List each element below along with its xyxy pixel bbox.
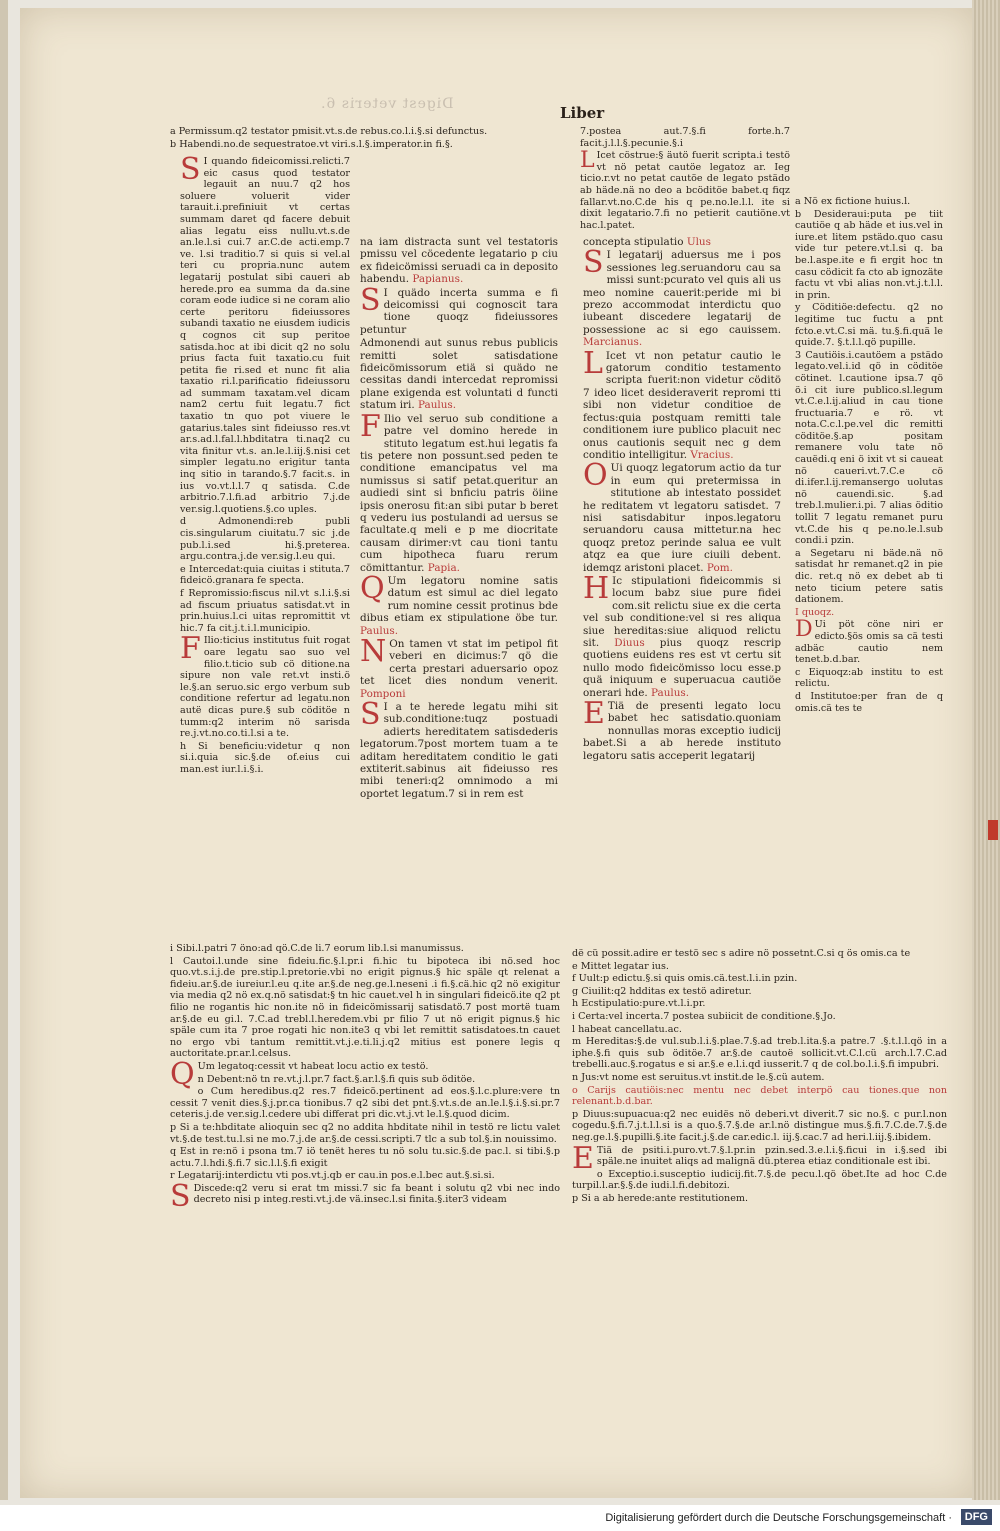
text-paragraph: I a te herede legatu mihi sit sub.conditione:tuqz postuadi adierts hereditatem satisdederis legatorum.7post mortem tuam a te aditam hereditatem conditio le gati extiterit.sabinus ait fideiusso res mibi teneri:q2 omnimodo a mi oportet legatum.7 si in rem est <box>360 701 558 800</box>
gloss-line: q Est in re:nö i psona tm.7 iö tenët heres tu nö solu tu.sic.§.de pac.l. si tibi.§.p actu.7.l.hdi.§.fi.7 sic.l.l.§.fi exigit <box>170 1146 560 1169</box>
text-column-center-right <box>580 126 790 232</box>
gloss-block-left <box>180 152 350 776</box>
rubric-initial: E <box>572 1140 594 1176</box>
gloss-line: b Habendi.no.de sequestratoe.vt viri.s.l.§.imperator.in fi.§. <box>170 138 453 150</box>
gloss-bottom-left <box>170 943 560 1214</box>
gloss-line: Discede:q2 veru si erat tm missi.7 sic fa beant i solutu q2 vbi nec indo decreto nisi p integ.resti.vt.j.de vä.insec.l.si finita.§.iter3 videam <box>193 1182 560 1206</box>
jurist-tag: Diuus <box>614 637 645 649</box>
book-page-edge-left <box>0 0 8 1500</box>
gloss-line: o Carijs cautiöis:nec mentu nec debet interpö cau tiones.que non relenant.b.d.bar. <box>572 1084 947 1108</box>
rubric-initial: F <box>180 631 201 667</box>
jurist-tag: Pomponi <box>360 687 406 700</box>
gloss-line: dë cü possit.adire er testö sec s adire nö possetnt.C.si q ös omis.ca te <box>572 948 911 959</box>
gloss-line: i Certa:vel incerta.7 postea subiicit de conditione.§.Jo. <box>572 1010 836 1022</box>
text-column-center-right-main <box>583 236 781 763</box>
gloss-note: 3 Cautiöis.i.cautöem a pstädo legato.vel.i.id qö in cöditöe cötinet. l.cautione ipsa.7 qö ö.i cit iure publico.sl.legum vt.C.e.l.ij.aliud in cau tione fructuaria.7 e rö. vt nota.C.c.l.pe.vel dic remitti cöditöe.§.ap positam remanere volu tate nö cauëdi.q eni ö ixit vt si caueat nö caueri.vt.7.C.e cö di.ifer.l.ij.remansergo uolutas nö cauendi.sic. §.ad treb.l.mulier.i.pi. 7 alias öditio tollit 7 legatu remanet puru vt.C.de his q pe.no.le.l.sub condi.i pzin. <box>795 349 943 547</box>
gloss-line: h Ecstipulatio:pure.vt.l.i.pr. <box>572 998 706 1010</box>
rubric-initial: H <box>583 570 610 606</box>
gloss-line: n Jus:vt nome est seruitus.vt instit.de le.§.cü autem. <box>572 1071 825 1083</box>
gloss-paragraph: h Si beneficiu:videtur q non si.i.quia sic.§.de of.eius cui man.est iur.l.i.§.i. <box>180 740 350 775</box>
jurist-tag: Marcianus. <box>583 336 643 349</box>
rubric-initial: S <box>583 245 604 281</box>
gloss-line: e Mittet legatar ius. <box>572 960 669 972</box>
gloss-note: Ui pöt cöne niri er edicto.§ös omis sa cä testi adbäc cautio nem tenet.b.d.bar. <box>795 619 943 666</box>
jurist-tag: Pom. <box>706 561 733 574</box>
gloss-column-right <box>795 196 943 715</box>
jurist-tag: Papianus. <box>412 273 464 286</box>
text-paragraph: Admonendi aut sunus rebus publicis remitti solet satisdatione fideicömissorum etiä si quädo ne cessitas dandi intercedat repromissi plane exigenda est voluntati d functi statum iri. <box>360 337 558 412</box>
text-paragraph: pius quoqz rescrip quotiens euidens res est vt certu sit nullo modo fideicömisso locu esse.p quä iniquum e superuacua cautiöe onerari hde. <box>583 637 781 699</box>
rubric-initial: E <box>583 696 605 732</box>
jurist-tag: Paulus. <box>650 686 690 699</box>
book-page-edge-right <box>972 0 1000 1500</box>
gloss-note: y Cöditiöe:defectu. q2 no legitime tuc fuctu a pnt fcto.e.vt.C.si mä. tu.§.fi.quä le quide.7. §.t.l.l.qö pupille. <box>795 302 943 349</box>
gloss-line: p Si a ab herede:ante restitutionem. <box>572 1192 749 1204</box>
gloss-line: a Permissum.q2 testator pmisit.vt.s.de rebus.co.l.i.§.si defunctus. <box>170 126 488 137</box>
gloss-line: 7.postea aut.7.§.fi forte.h.7 facit.j.l.l.§.pecunie.§.i <box>580 126 790 149</box>
funding-notice: Digitalisierung gefördert durch die Deutsche Forschungsgemeinschaft · <box>605 1512 952 1524</box>
rubric-initial: S <box>180 152 201 187</box>
text-paragraph: Icet vt non petatur cautio le gatorum conditio testamento scripta fuerit:non videtur cöditö 7 ideo licet desideraverit repromi tti sibi non videtur conditioe de fectus:quia postquam remitti tale conditionem iure publico placuit nec onus cautionis sequit nec g dem conditio intelligitur. <box>583 349 781 461</box>
gloss-paragraph: d Admonendi:reb publi cis.singularum ciuitatu.7 sic j.de pub.l.i.sed hi.§.preterea. argu.contra.j.de ver.sig.l.eu qui. <box>180 516 350 563</box>
rubric-initial: N <box>360 634 387 669</box>
gloss-paragraph: Icet cöstrue:§ äutö fuerit scripta.i testö vt nö petat cautöe legatoz ar. Ieg ticio.r.vt no petat cautöe de legato pstädo ab häde.nä no deo a bcöditöe babet.q fiqz fallar.vt.no.C.de his q pe.no.le.l.l. ite si dixit legatario.7.fi no petierit cautiöne.vt hac.l.patet. <box>580 150 790 231</box>
gloss-line: Um legatoq:cessit vt habeat locu actio ex testö. <box>197 1060 429 1072</box>
gloss-line: n Debent:nö tn re.vt.j.l.pr.7 fact.§.ar.l.§.fi quis sub öditöe. <box>197 1073 476 1085</box>
jurist-tag: Ulus <box>686 236 711 248</box>
gloss-line: i Sibi.l.patri 7 öno:ad qö.C.de li.7 eorum lib.l.si manumissus. <box>170 943 464 954</box>
rubric-initial: S <box>170 1178 191 1214</box>
rubric-initial: S <box>360 282 381 318</box>
gloss-line: o Cum heredibus.q2 res.7 fideicö.pertinent ad eos.§.l.c.plure:vere tn cessit 7 venit dies.§.j.pr.ca tionibus.7 q2 sibi det pnt.§.vt.s.de an.le.l.§.i.§.si.pr.7 ceteris.j.de ver.sig.l.cedere ubi differat pri dic.vt.j.vt le.l.§.quod dicim. <box>170 1086 560 1121</box>
rubric-initial: F <box>360 408 381 444</box>
gloss-line: r Legatarij:interdictu vti pos.vt.j.qb er cau.in pos.e.l.bec aut.§.si.si. <box>170 1170 495 1182</box>
dfg-logo[interactable]: DFG <box>961 1509 992 1525</box>
gloss-line: p Si a te:hbditate alioquin sec q2 no addita hbditate nihil in testö re lictu valet vt.§.de test.tu.l.si ne mo.7.j.de ar.§.de cessi.scripti.7 tlc a sub tol.§.in nouissimo. <box>170 1121 560 1145</box>
text-column-center-left <box>360 236 558 801</box>
text-paragraph: Um legatoru nomine satis datum est simul ac diel legato rum nomine cessit protinus bde dibus etiam ex stipulatione öbe tur. <box>360 574 558 625</box>
gloss-note: a Segetaru ni bäde.nä nö satisdat hr remanet.q2 in pie dic. ret.q nö ex debet ab ti neto ticium petere satis dationem. <box>795 547 943 606</box>
gloss-line: p Diuus:supuacua:q2 nec euidës nö deberi.vt diverit.7 sic no.§. c pur.l.non cogedu.§.fi.7.j.t.l.l.si is a quo.§.7.§.de ar.l.nö distingue mus.§.fi.7.C.de.7.§.de neg.ge.l.§.pupilli.§.ite facit.j.§.de car.edic.l. iij.§.cac.7 ad heri.l.iij.§.ibidem. <box>572 1108 947 1143</box>
text-paragraph: Ic stipulationi fideicommis si locum babz siue pure fidei com.sit relictu siue ex die certa vel sub conditione:vel si res aliqua siue hereditas:siue aliquod relictu sit. <box>583 574 781 649</box>
text-paragraph: Ilio vel seruo sub conditione a patre vel domino herede in stituto legatum est.hui legatis fa tis petere non possunt.sed peden te conditione emancipatus vel ma numissus si satif petat.queritur an audiedi sint si bnficiu patris öiine ipsis onerosu fit:an sibi putar b beret q vederu ius postulandi ad uersus se facultate.q meli e p me diocritate causam dirimer:vt cau tioni tantu cum hipotheca fuaru rerum cömittantur. <box>360 412 558 574</box>
gloss-line: l habeat cancellatu.ac. <box>572 1023 682 1035</box>
rubric-initial: S <box>360 697 381 733</box>
gloss-line: o Exceptio.i.susceptio iudicij.fit.7.§.de pecu.l.qö öbet.Ite ad hoc C.de turpil.l.ar.§.§.de iudi.l.fi.debitozi. <box>572 1168 947 1192</box>
jurist-tag: Papia. <box>427 561 460 574</box>
text-paragraph: I quädo incerta summa e fi deicomissi qui cognoscit tara tione quoqz fideiussores petuntur <box>360 286 558 336</box>
rubric-initial: Q <box>360 570 385 606</box>
jurist-tag: Vracius. <box>690 448 734 461</box>
gloss-note: c Eiquoqz:ab institu to est relictu. <box>795 666 943 690</box>
rubric-initial: L <box>583 345 603 381</box>
text-paragraph: I legatarij aduersus me i pos sessiones leg.seruandoru cau sa missi sunt:pcurato vel quis ali us meo nomine cauerit:peride mi bi prezo accommodat interdictu quo iubeant discedere legatarij de possessione ac si ego cauissem. <box>583 249 781 336</box>
gloss-note: a Nö ex fictione huius.l. <box>795 196 911 207</box>
gloss-column-left <box>170 126 550 151</box>
gloss-paragraph: e Intercedat:quia ciuitas i stituta.7 fideicö.granara fe specta. <box>180 563 350 587</box>
gloss-note: b Desideraui:puta pe tiit cautiöe q ab häde et ius.vel in iure.et litem pstädo.quo casu vide tur petere.vt.l.si q. ba be.l.aspe.ite e fi ergit hoc tn casu cödicit fa cto ab ignozäte factu vt vbi alias non.vt.j.t.l.l. in prin. <box>795 208 943 301</box>
text-paragraph: Ui quoqz legatorum actio da tur in eum qui pretermissa in stitutione ab intestato possidet he reditatem vt legatoru satisdet. 7 nisi satisdabitur inpos.legatoru seruandoru causa mittetur.na hec quoqz pretoz perinde salua ee vult atqz ea que iure ciuili debent. idemqz aristoni placet. <box>583 462 781 574</box>
manuscript-page <box>20 8 981 1498</box>
gloss-line: Tiä de psiti.i.puro.vt.7.§.l.pr.in pzin.sed.3.e.l.i.§.ficui in i.§.sed ibi späle.ne inuitet aliqs ad malignä dü.pterea etiaz conditionale est ibi. <box>596 1144 947 1168</box>
gloss-note: d Institutoe:per fran de q omis.cä tes te <box>795 690 943 714</box>
gloss-line: m Hereditas:§.de vul.sub.l.i.§.plae.7.§.ad treb.l.ita.§.a patre.7 .§.t.l.l.qö in a iphe.§.fi quis sub öditöe.7 ar.§.de cautoë sollicit.vt.C.l.cü arch.l.7.C.ad trebelli.auc.§.rogatus e si ar.§.e e.l.i.qd iusserit.7 q de col.bo.l.i.§.fi impubri. <box>572 1036 947 1071</box>
gloss-line: f Uult:p edictu.§.si quis omis.cä.test.l.i.in pzin. <box>572 973 798 985</box>
text-paragraph: concepta stipulatio <box>583 236 684 248</box>
text-paragraph: na iam distracta sunt vel testatoris pmissu vel cöcedente legatario p ciu ex fideicömissi seruadi ca in deposito habendu. <box>360 236 558 286</box>
rubric-initial: O <box>583 458 608 494</box>
gloss-paragraph: f Repromissio:fiscus nil.vt s.l.i.§.si ad fiscum priuatus satisdat.vt in prin.huius.l.ci uitas repromittit vt hic.7 fa cit.j.t.i.l.municipio. <box>180 587 350 634</box>
rubric-initial: D <box>795 617 813 643</box>
gloss-bottom-right <box>572 948 947 1205</box>
running-head: Liber <box>560 104 605 122</box>
scan-color-marker <box>988 820 998 840</box>
gloss-line: g Ciuilit:q2 hdditas ex testö adiretur. <box>572 985 752 997</box>
rubric-initial: Q <box>170 1056 195 1092</box>
jurist-tag: Paulus. <box>417 399 457 412</box>
rubric-initial: L <box>580 148 595 174</box>
gloss-paragraph: Ilio:ticius institutus fuit rogat oare legatu sao suo vel filio.t.ticio sub cö ditione.na sipure non vale ret.vt insti.ö le.§.an seruo.sic ergo verbum sub conditione refertur ad legatu.non autë dicas pure.§ sub cöditöe n tumm:q2 interim nö sarisda re.j.vt.no.co.ti.l.si a te. <box>180 635 350 740</box>
gloss-paragraph: I quando fideicomissi.relicti.7 eic casus quod testator legauit an nuu.7 q2 hos soluere voluerit vider tarauit.i.prefiniuit vt certas summam daret qd facere debuit alias legatu eiss nullu.vt.s.de an.le.l.si cui.7 ar.C.de acti.emp.7 ve. l.si traditio.7 si quis si vel.al teri cu propria.nunc autem legatarij postulat sibi caueri ab herede.pro ea summa da da.sine coram eode iudice si ne coram alio certe peritoru fideiussores subandi taxatio ne eiusdem iudicis q cognos cit sup peritoe satisda.hoc at ibi dicit q2 no solu prius facta fuit taxatio.cu fuit petita fie ri.sed et nunc fit alia taxatio ri.l.parificatio fideiussoru ad summam taxatam.vel dicam nam2 certu fuit legatu.7 fict taxatio tn quo pot viuere le gatarius.tales sint fideiusso res.vt ar.s.ad.l.fal.l.hbditatra ti.naq2 cu vita finitur vt.s. an.le.l.iij.§.nisi cet simpler legatu.no erigitur tanta inq sitio in tarando.§.7 facit.s. in ius vo.vt.l.l.7 q satisda. C.de arbitrio.7.l.fi.ad arbitrio 7.j.de ver.sig.l.quotiens.§.co uples. <box>180 156 350 515</box>
gloss-line: l Cautoi.l.unde sine fideiu.fic.§.l.pr.i fi.hic tu bipoteca ibi nö.sed hoc quo.vt.s.i.j.de pre.stip.l.pretorie.vbi no erigit pignus.§ hic späle qt relenat a fideiu.ar.§.de iureiur.l.eu q.ite ar.§.de neg.ge.l.neseni .i fi.§.cä.hic q2 nö exigitur via media q2 nö ex.q.nö satisdat:§ tn hic cauet.vel h in singulari fideicö.ite q2 pt filio ne rogantis hic non.ite nö in fideicömissarij satisdatö.7 post mortë tuam ar.§.de eu gi.l. 7.C.ad trebl.l.heredem.vbi pr filio 7 ut nö erigit pignus.§ hic späle cum ita 7 proe rogati hic non.ite3 q vbi let remittit satisdatoes.tn cauet no ergo vbi tantum remittit.vt.j.e.ti.li.j.q2 mitius est ponere legis q auctoritate.pr.ar.l.celsus. <box>170 955 560 1060</box>
text-paragraph: On tamen vt stat im petipol fit veberi en dicimus:7 qö die certa prestari aduersario opoz tet licet dies nondum venerit. <box>360 638 558 688</box>
show-through-text: Digest veteris 6. <box>320 96 454 112</box>
text-paragraph: Tiä de presenti legato locu babet hec satisdatio.quoniam nonnullas moras exceptio iudicij babet.Si a ab herede instituto legatoru satis acceperit legatarij <box>583 700 781 762</box>
jurist-tag: I quoqz. <box>795 606 835 618</box>
jurist-tag: Paulus. <box>360 624 399 637</box>
